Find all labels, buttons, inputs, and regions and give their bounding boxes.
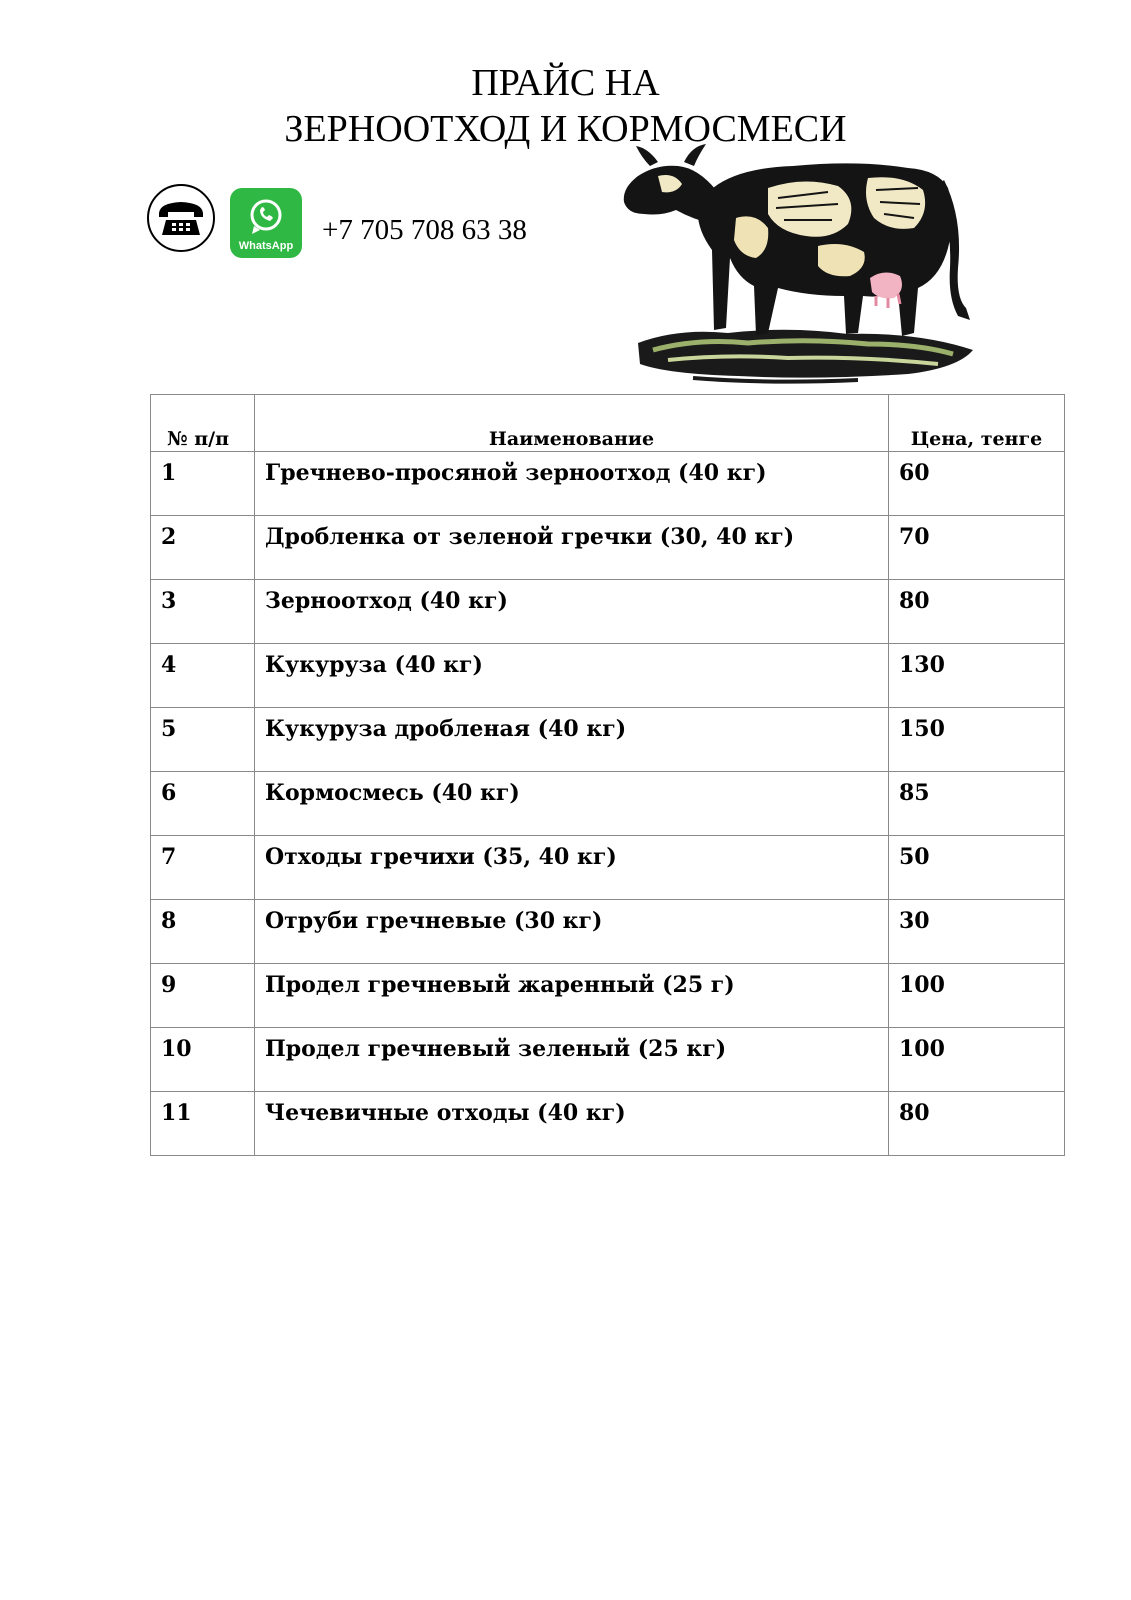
table-row — [151, 900, 1065, 964]
row-number: 6 — [151, 772, 255, 836]
phone-number[interactable]: +7 705 708 63 38 — [322, 214, 527, 246]
header-number: № п/п — [151, 395, 255, 452]
table-header-row — [151, 395, 1065, 452]
table-row — [151, 644, 1065, 708]
row-price: 80 — [889, 580, 1065, 644]
table-row — [151, 964, 1065, 1028]
row-name: Продел гречневый жаренный (25 г) — [255, 964, 889, 1028]
whatsapp-icon — [230, 188, 302, 258]
row-price: 130 — [889, 644, 1065, 708]
row-number: 8 — [151, 900, 255, 964]
cow-illustration — [618, 128, 990, 393]
row-price: 100 — [889, 1028, 1065, 1092]
phone-icon — [146, 183, 216, 253]
row-price: 85 — [889, 772, 1065, 836]
title-line-2: ЗЕРНООТХОД И КОРМОСМЕСИ — [284, 108, 847, 150]
whatsapp-label: WhatsApp — [238, 240, 294, 252]
table-row — [151, 1028, 1065, 1092]
row-number: 1 — [151, 452, 255, 516]
row-number: 2 — [151, 516, 255, 580]
row-number: 11 — [151, 1092, 255, 1156]
row-name: Продел гречневый зеленый (25 кг) — [255, 1028, 889, 1092]
table-row — [151, 580, 1065, 644]
row-number: 10 — [151, 1028, 255, 1092]
row-number: 3 — [151, 580, 255, 644]
row-number: 4 — [151, 644, 255, 708]
row-number: 9 — [151, 964, 255, 1028]
row-name: Кукуруза (40 кг) — [255, 644, 889, 708]
row-name: Кормосмесь (40 кг) — [255, 772, 889, 836]
row-price: 100 — [889, 964, 1065, 1028]
row-price: 70 — [889, 516, 1065, 580]
row-number: 7 — [151, 836, 255, 900]
row-number: 5 — [151, 708, 255, 772]
price-table — [150, 394, 1065, 1156]
header-name: Наименование — [255, 395, 889, 452]
row-name: Гречнево-просяной зерноотход (40 кг) — [255, 452, 889, 516]
table-row — [151, 1092, 1065, 1156]
row-price: 50 — [889, 836, 1065, 900]
table-row — [151, 452, 1065, 516]
header-price: Цена, тенге — [889, 395, 1065, 452]
row-name: Отходы гречихи (35, 40 кг) — [255, 836, 889, 900]
row-name: Чечевичные отходы (40 кг) — [255, 1092, 889, 1156]
row-name: Зерноотход (40 кг) — [255, 580, 889, 644]
title-line-1: ПРАЙС НА — [471, 62, 660, 104]
row-price: 60 — [889, 452, 1065, 516]
row-name: Отруби гречневые (30 кг) — [255, 900, 889, 964]
row-name: Кукуруза дробленая (40 кг) — [255, 708, 889, 772]
row-price: 150 — [889, 708, 1065, 772]
table-row — [151, 516, 1065, 580]
table-row — [151, 708, 1065, 772]
table-row — [151, 772, 1065, 836]
row-price: 30 — [889, 900, 1065, 964]
table-row — [151, 836, 1065, 900]
row-name: Дробленка от зеленой гречки (30, 40 кг) — [255, 516, 889, 580]
row-price: 80 — [889, 1092, 1065, 1156]
